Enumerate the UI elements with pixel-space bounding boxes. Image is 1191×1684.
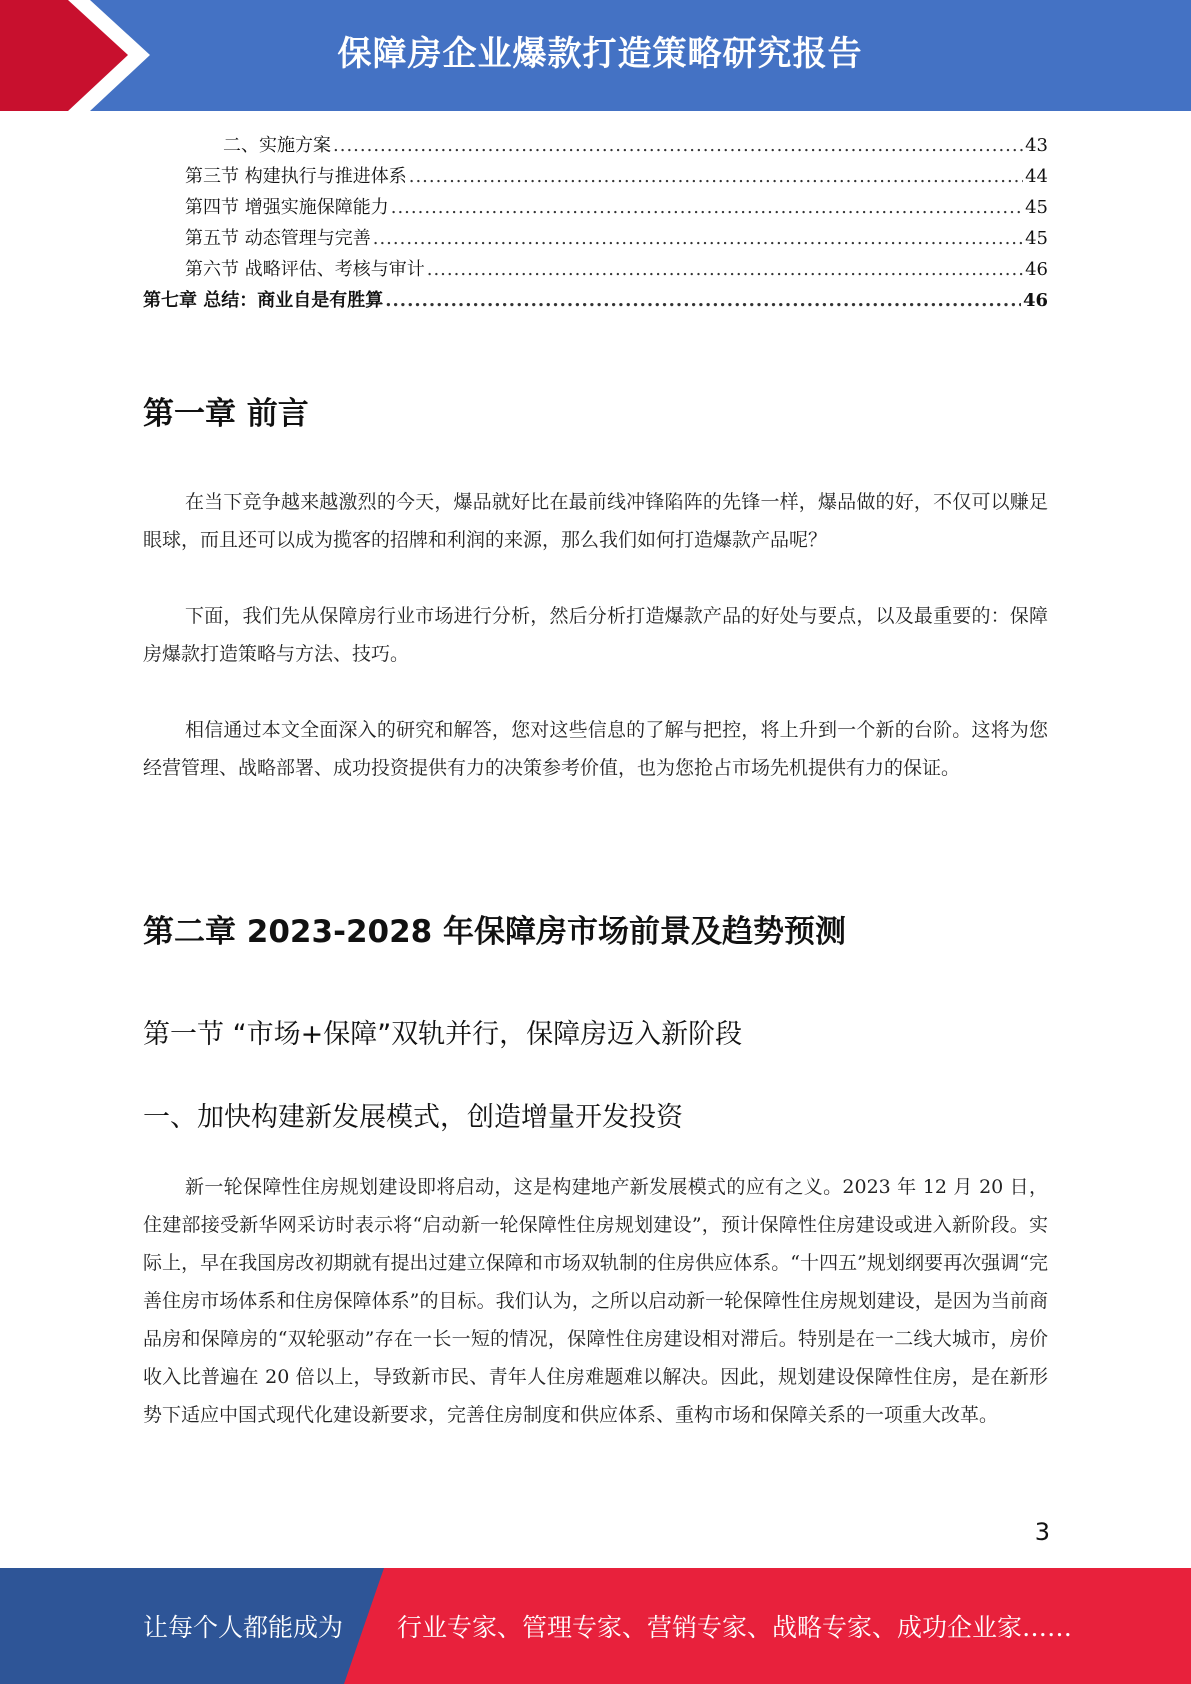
chapter-1-paragraph-2: 下面，我们先从保障房行业市场进行分析，然后分析打造爆款产品的好处与要点，以及最重要的：保障房爆款打造策略与方法、技巧。: [143, 605, 1048, 665]
toc-entry-label: 第六节 战略评估、考核与审计: [185, 259, 425, 280]
toc-entry-chapter[interactable]: [143, 285, 1048, 316]
toc-entry[interactable]: [143, 161, 1048, 192]
toc-entry[interactable]: [143, 254, 1048, 285]
toc-entry-page: 45: [1025, 228, 1048, 249]
footer-slogan-right: 行业专家、管理专家、营销专家、战略专家、成功企业家……: [397, 1613, 1073, 1642]
toc-entry[interactable]: [143, 192, 1048, 223]
page-header: [0, 0, 1191, 111]
toc-entry[interactable]: [143, 130, 1048, 161]
chapter-2-heading: 第二章 2023-2028 年保障房市场前景及趋势预测: [143, 914, 847, 950]
toc-entry-page: 45: [1025, 197, 1048, 218]
toc-leader-dots: [409, 161, 1023, 192]
page-footer: [0, 1568, 1191, 1684]
toc-entry-label: 第四节 增强实施保障能力: [185, 197, 389, 218]
report-title: 保障房企业爆款打造策略研究报告: [337, 34, 863, 74]
section-1-heading: 第一节 “市场+保障”双轨并行，保障房迈入新阶段: [143, 1019, 743, 1050]
toc-entry[interactable]: [143, 223, 1048, 254]
toc-entry-label: 第五节 动态管理与完善: [185, 228, 371, 249]
subsection-1-heading: 一、加快构建新发展模式，创造增量开发投资: [143, 1102, 683, 1133]
chapter-1-heading: 第一章 前言: [143, 396, 309, 432]
toc-entry-page: 46: [1022, 290, 1048, 311]
toc-entry-page: 43: [1025, 135, 1048, 156]
toc-entry-label: 二、实施方案: [223, 135, 331, 156]
toc-leader-dots: [373, 223, 1023, 254]
toc-leader-dots: [385, 285, 1021, 316]
toc-entry-page: 44: [1025, 166, 1048, 187]
toc-entry-page: 46: [1025, 259, 1048, 280]
toc-entry-label: 第七章 总结：商业自是有胜算: [143, 290, 384, 311]
toc-leader-dots: [333, 130, 1023, 161]
toc-leader-dots: [427, 254, 1023, 285]
toc-leader-dots: [391, 192, 1023, 223]
table-of-contents: [143, 130, 1048, 316]
page-number: 3: [1034, 1518, 1050, 1546]
footer-slogan-left: 让每个人都能成为: [143, 1613, 344, 1642]
chapter-1-paragraph-3: 相信通过本文全面深入的研究和解答，您对这些信息的了解与把控，将上升到一个新的台阶。这将为您经营管理、战略部署、成功投资提供有力的决策参考价值，也为您抢占市场先机提供有力的保证。: [143, 719, 1048, 779]
toc-entry-label: 第三节 构建执行与推进体系: [185, 166, 407, 187]
chapter-2-paragraph: 新一轮保障性住房规划建设即将启动，这是构建地产新发展模式的应有之义。2023 年 12 月 20 日，住建部接受新华网采访时表示将“启动新一轮保障性住房规划建设”，预计保障性住房建设或进入新阶段。实际上，早在我国房改初期就有提出过建立保障和市场双轨制的住房供应体系。“十四五”规划纲要再次强调“完善住房市场体系和住房保障体系”的目标。我们认为，之所以启动新一轮保障性住房规划建设，是因为当前商品房和保障房的“双轮驱动”存在一长一短的情况，保障性住房建设相对滞后。特别是在一二线大城市，房价收入比普遍在 20 倍以上，导致新市民、青年人住房难题难以解决。因此，规划建设保障性住房，是在新形势下适应中国式现代化建设新要求，完善住房制度和供应体系、重构市场和保障关系的一项重大改革。: [143, 1176, 1048, 1426]
chapter-1-paragraph-1: 在当下竞争越来越激烈的今天，爆品就好比在最前线冲锋陷阵的先锋一样，爆品做的好，不仅可以赚足眼球，而且还可以成为揽客的招牌和利润的来源，那么我们如何打造爆款产品呢？: [143, 491, 1048, 551]
